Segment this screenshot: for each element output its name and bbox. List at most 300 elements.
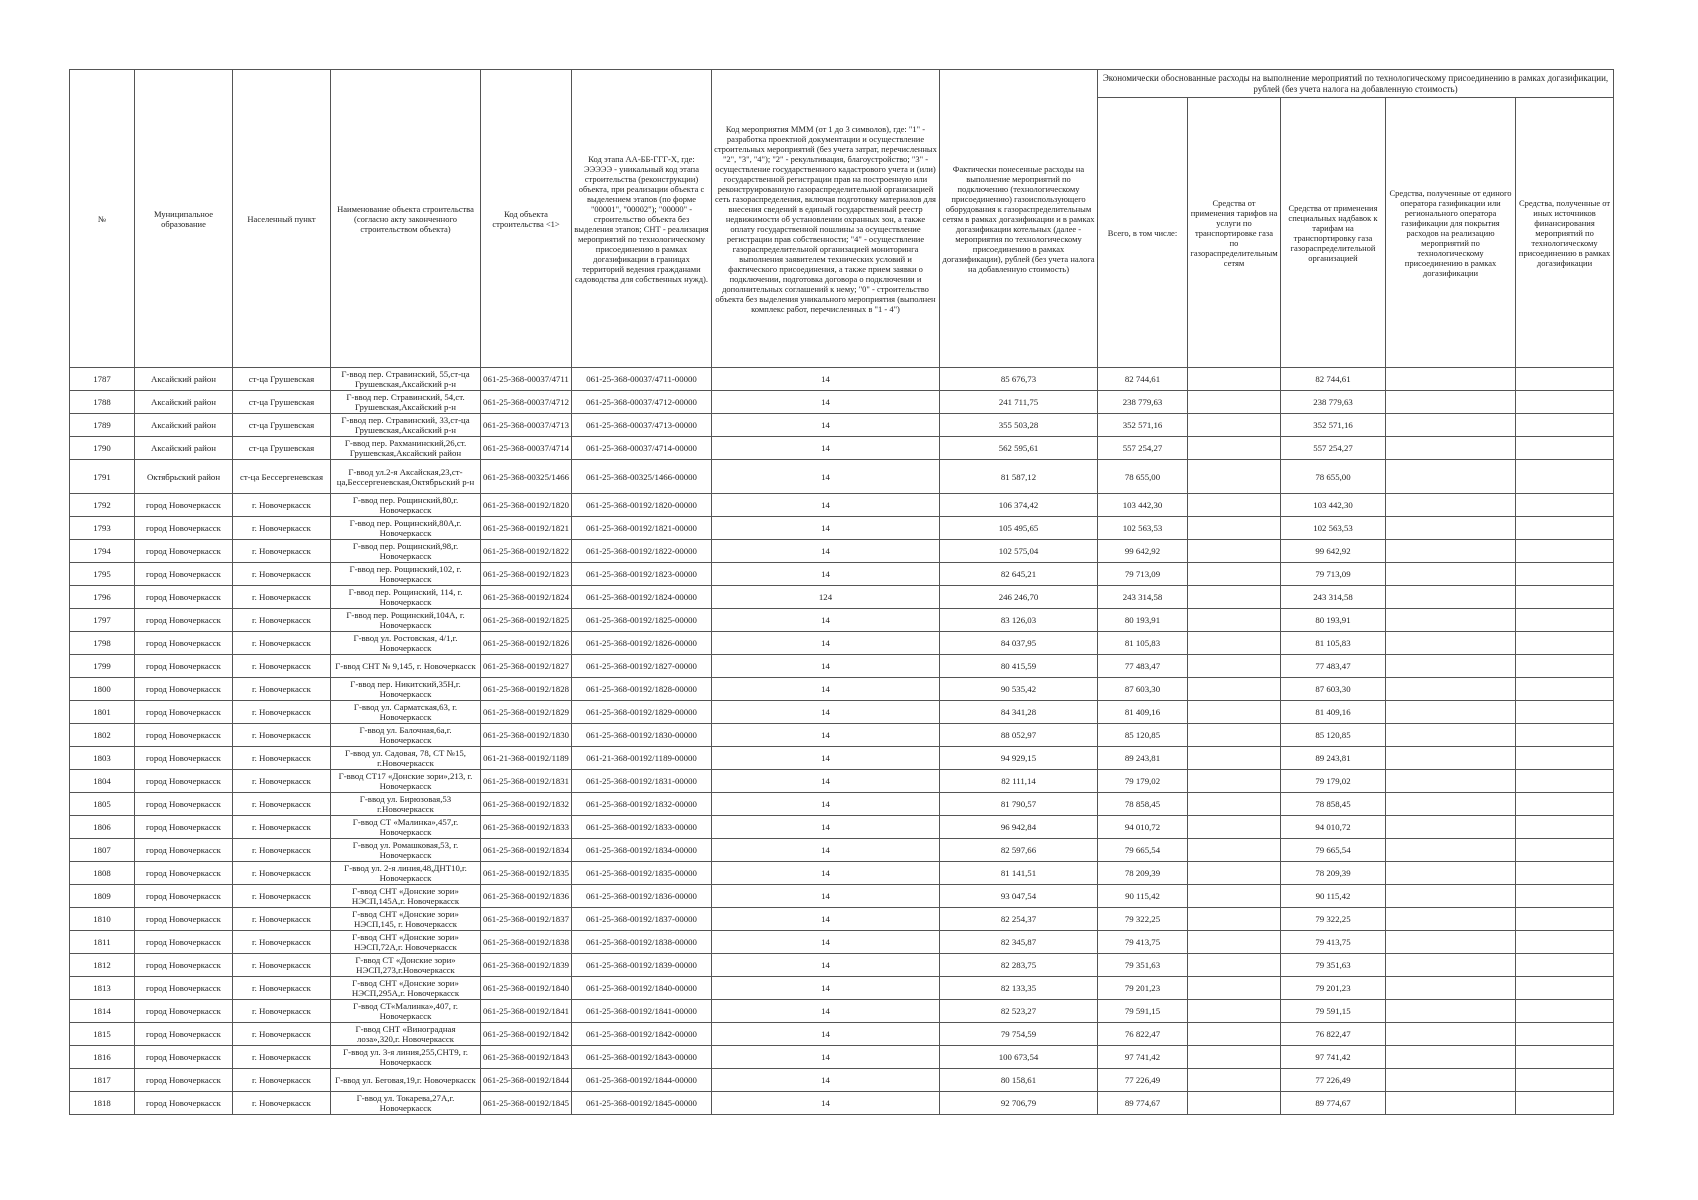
cell-src-other: [1516, 816, 1614, 839]
cell-object-code: 061-25-368-00192/1830: [481, 724, 572, 747]
cell-actual-costs: 93 047,54: [940, 885, 1098, 908]
cell-municipality: город Новочеркасск: [135, 517, 233, 540]
cell-actual-costs: 82 645,21: [940, 563, 1098, 586]
cell-src-transport: [1188, 1023, 1281, 1046]
cell-object-name: Г-ввод СНТ «Донские зори» НЭСП,145, г. Новочеркасск: [331, 908, 481, 931]
cell-src-transport: [1188, 586, 1281, 609]
header-src-operator: Средства, полученные от единого оператора газификации или регионального оператора газификации для покрытия расходов на реализацию мероприятий по технологическому присоединению в рамках догазификации: [1386, 98, 1516, 368]
cell-src-transport: [1188, 540, 1281, 563]
cell-stage-code: 061-21-368-00192/1189-00000: [572, 747, 712, 770]
cell-object-name: Г-ввод пер. Рощинский,80,г. Новочеркасск: [331, 494, 481, 517]
cell-settlement: г. Новочеркасск: [233, 494, 331, 517]
cell-municipality: город Новочеркасск: [135, 1023, 233, 1046]
cell-municipality: Аксайский район: [135, 368, 233, 391]
table-row: [70, 839, 1614, 862]
header-object-name: Наименование объекта строительства (согласно акту законченного строительством объекта): [331, 70, 481, 368]
cell-src-transport: [1188, 908, 1281, 931]
cell-event-code: 14: [712, 931, 940, 954]
cell-no: 1789: [70, 414, 135, 437]
cell-stage-code: 061-25-368-00325/1466-00000: [572, 460, 712, 494]
cell-settlement: ст-ца Грушевская: [233, 414, 331, 437]
cell-src-other: [1516, 1069, 1614, 1092]
cell-settlement: г. Новочеркасск: [233, 1046, 331, 1069]
cell-no: 1818: [70, 1092, 135, 1115]
cell-settlement: г. Новочеркасск: [233, 770, 331, 793]
header-event-code: Код мероприятия МММ (от 1 до 3 символов), где: "1" - разработка проектной документации и осуществление строительных мероприятий (без учета затрат, перечисленных "2", "3", "4"); "2" - рекультивация, благоустройство; "3" - осуществление государственного кадастрового учета и (или) государственной регистрации прав на построенную или реконструированную газораспределительной организацией сеть газораспределения, включая подготовку материалов для внесения сведений в единый государственный реестр недвижимости об установлении охранных зон, а также оплату государственной пошлины за осуществление регистрации прав собственности; "4" - осуществление газораспределительной организацией мониторинга выполнения заявителем технических условий и фактического присоединения, а также прием заявки о подключении, подготовка договора о подключении и дополнительных соглашений к нему; "0" - строительство объекта без выделения уникального мероприятия (выполнен комплекс работ, перечисленных в "1 - 4"): [712, 70, 940, 368]
cell-total: 81 105,83: [1098, 632, 1188, 655]
cell-src-transport: [1188, 563, 1281, 586]
cell-event-code: 14: [712, 632, 940, 655]
cell-no: 1794: [70, 540, 135, 563]
table-row: [70, 586, 1614, 609]
cell-no: 1799: [70, 655, 135, 678]
cell-stage-code: 061-25-368-00192/1837-00000: [572, 908, 712, 931]
table-row: [70, 724, 1614, 747]
cell-src-other: [1516, 517, 1614, 540]
cell-event-code: 14: [712, 1000, 940, 1023]
cell-actual-costs: 92 706,79: [940, 1092, 1098, 1115]
cell-settlement: г. Новочеркасск: [233, 540, 331, 563]
cell-object-code: 061-25-368-00192/1827: [481, 655, 572, 678]
cell-settlement: г. Новочеркасск: [233, 816, 331, 839]
table-row: [70, 391, 1614, 414]
cell-stage-code: 061-25-368-00192/1825-00000: [572, 609, 712, 632]
cell-no: 1814: [70, 1000, 135, 1023]
cell-src-operator: [1386, 391, 1516, 414]
cell-actual-costs: 85 676,73: [940, 368, 1098, 391]
cell-event-code: 124: [712, 586, 940, 609]
cell-src-operator: [1386, 954, 1516, 977]
cell-municipality: город Новочеркасск: [135, 655, 233, 678]
cell-total: 103 442,30: [1098, 494, 1188, 517]
cell-src-other: [1516, 954, 1614, 977]
cell-no: 1798: [70, 632, 135, 655]
cell-src-special: 77 483,47: [1281, 655, 1386, 678]
cell-event-code: 14: [712, 747, 940, 770]
cell-settlement: г. Новочеркасск: [233, 1092, 331, 1115]
cell-object-code: 061-25-368-00192/1838: [481, 931, 572, 954]
cell-src-other: [1516, 908, 1614, 931]
cell-municipality: город Новочеркасск: [135, 839, 233, 862]
cell-total: 79 591,15: [1098, 1000, 1188, 1023]
cell-event-code: 14: [712, 954, 940, 977]
cell-actual-costs: 90 535,42: [940, 678, 1098, 701]
cell-stage-code: 061-25-368-00192/1831-00000: [572, 770, 712, 793]
cell-municipality: город Новочеркасск: [135, 724, 233, 747]
table-row: [70, 1069, 1614, 1092]
cell-total: 90 115,42: [1098, 885, 1188, 908]
cell-municipality: город Новочеркасск: [135, 609, 233, 632]
cell-object-name: Г-ввод пер. Рахманинский,26,ст. Грушевская,Аксайский район: [331, 437, 481, 460]
cell-object-code: 061-25-368-00192/1839: [481, 954, 572, 977]
cell-event-code: 14: [712, 368, 940, 391]
header-src-other: Средства, полученные от иных источников финансирования мероприятий по технологическому присоединению в рамках догазификации: [1516, 98, 1614, 368]
cell-municipality: город Новочеркасск: [135, 770, 233, 793]
cell-settlement: ст-ца Грушевская: [233, 437, 331, 460]
cell-src-operator: [1386, 1092, 1516, 1115]
cell-src-operator: [1386, 1069, 1516, 1092]
cell-src-transport: [1188, 391, 1281, 414]
cell-actual-costs: 82 111,14: [940, 770, 1098, 793]
cell-object-name: Г-ввод пер. Стравинский, 33,ст-ца Грушевская,Аксайский р-н: [331, 414, 481, 437]
table-row: [70, 1023, 1614, 1046]
header-group-title: Экономически обоснованные расходы на выполнение мероприятий по технологическому присоединению в рамках догазификации, рублей (без учета налога на добавленную стоимость): [1098, 70, 1614, 98]
cell-total: 78 209,39: [1098, 862, 1188, 885]
table-row: [70, 701, 1614, 724]
cell-total: 94 010,72: [1098, 816, 1188, 839]
cell-object-code: 061-25-368-00192/1822: [481, 540, 572, 563]
cell-object-name: Г-ввод пер. Рощинский,98,г. Новочеркасск: [331, 540, 481, 563]
table-row: [70, 437, 1614, 460]
cell-src-other: [1516, 632, 1614, 655]
cell-src-operator: [1386, 908, 1516, 931]
cell-src-operator: [1386, 368, 1516, 391]
cell-stage-code: 061-25-368-00192/1823-00000: [572, 563, 712, 586]
cell-stage-code: 061-25-368-00192/1820-00000: [572, 494, 712, 517]
cell-stage-code: 061-25-368-00037/4713-00000: [572, 414, 712, 437]
cell-src-operator: [1386, 931, 1516, 954]
cell-no: 1803: [70, 747, 135, 770]
cell-event-code: 14: [712, 816, 940, 839]
cell-event-code: 14: [712, 540, 940, 563]
cell-total: 78 655,00: [1098, 460, 1188, 494]
cell-object-name: Г-ввод пер. Рощинский,104А, г. Новочеркасск: [331, 609, 481, 632]
cell-actual-costs: 241 711,75: [940, 391, 1098, 414]
cell-settlement: г. Новочеркасск: [233, 563, 331, 586]
cell-src-special: 97 741,42: [1281, 1046, 1386, 1069]
cell-src-operator: [1386, 793, 1516, 816]
cell-src-operator: [1386, 724, 1516, 747]
cell-event-code: 14: [712, 609, 940, 632]
header-total: Всего, в том числе:: [1098, 98, 1188, 368]
cell-object-name: Г-ввод пер. Рощинский, 114, г. Новочеркасск: [331, 586, 481, 609]
cell-src-operator: [1386, 460, 1516, 494]
cell-object-name: Г-ввод ул. Сарматская,63, г. Новочеркасск: [331, 701, 481, 724]
cell-event-code: 14: [712, 460, 940, 494]
cell-settlement: г. Новочеркасск: [233, 609, 331, 632]
cell-total: 78 858,45: [1098, 793, 1188, 816]
cell-total: 79 322,25: [1098, 908, 1188, 931]
cell-event-code: 14: [712, 862, 940, 885]
cell-total: 80 193,91: [1098, 609, 1188, 632]
cell-no: 1810: [70, 908, 135, 931]
cell-src-operator: [1386, 1000, 1516, 1023]
cell-settlement: ст-ца Грушевская: [233, 368, 331, 391]
cell-src-special: 557 254,27: [1281, 437, 1386, 460]
cell-event-code: 14: [712, 517, 940, 540]
cell-src-transport: [1188, 1000, 1281, 1023]
cell-actual-costs: 355 503,28: [940, 414, 1098, 437]
cell-actual-costs: 100 673,54: [940, 1046, 1098, 1069]
cell-event-code: 14: [712, 1069, 940, 1092]
cell-object-name: Г-ввод ул. Садовая, 78, СТ №15, г.Новочеркасск: [331, 747, 481, 770]
cell-src-special: 238 779,63: [1281, 391, 1386, 414]
table-row: [70, 540, 1614, 563]
cell-object-code: 061-25-368-00192/1824: [481, 586, 572, 609]
cell-object-code: 061-25-368-00037/4713: [481, 414, 572, 437]
cell-object-name: Г-ввод ул. Балочная,6а,г. Новочеркасск: [331, 724, 481, 747]
table-row: [70, 770, 1614, 793]
header-stage-code: Код этапа АА-ББ-ГГГ-Х, где: ЭЭЭЭЭ - уникальный код этапа строительства (реконструкции) объекта, при реализации объекта с выделением этапов (по форме "00001", "00002"); "00000" - строительство объекта без выделения этапов; СНТ - реализация мероприятий по технологическому присоединению в рамках догазификации в границах территорий ведения гражданами садоводства для собственных нужд).: [572, 70, 712, 368]
cell-src-operator: [1386, 609, 1516, 632]
cell-src-operator: [1386, 586, 1516, 609]
cell-total: 79 665,54: [1098, 839, 1188, 862]
cell-settlement: г. Новочеркасск: [233, 885, 331, 908]
cell-src-transport: [1188, 632, 1281, 655]
cell-object-name: Г-ввод СТ «Донские зори» НЭСП,273,г.Новочеркасск: [331, 954, 481, 977]
cell-settlement: г. Новочеркасск: [233, 1023, 331, 1046]
header-municipality: Муниципальное образование: [135, 70, 233, 368]
table-row: [70, 632, 1614, 655]
cell-src-operator: [1386, 540, 1516, 563]
cell-total: 76 822,47: [1098, 1023, 1188, 1046]
cell-total: 99 642,92: [1098, 540, 1188, 563]
cell-no: 1804: [70, 770, 135, 793]
cell-src-other: [1516, 839, 1614, 862]
cell-no: 1802: [70, 724, 135, 747]
cell-src-operator: [1386, 885, 1516, 908]
cell-object-name: Г-ввод пер. Рощинский,102, г. Новочеркасск: [331, 563, 481, 586]
cell-actual-costs: 102 575,04: [940, 540, 1098, 563]
cell-src-operator: [1386, 494, 1516, 517]
cell-src-transport: [1188, 368, 1281, 391]
cell-object-name: Г-ввод пер. Никитский,35Н,г. Новочеркасск: [331, 678, 481, 701]
cell-object-name: Г-ввод СНТ «Донские зори» НЭСП,295А,г. Новочеркасск: [331, 977, 481, 1000]
cell-event-code: 14: [712, 839, 940, 862]
cell-src-special: 78 655,00: [1281, 460, 1386, 494]
cell-src-special: 78 209,39: [1281, 862, 1386, 885]
cell-src-transport: [1188, 793, 1281, 816]
cell-total: 79 351,63: [1098, 954, 1188, 977]
cell-actual-costs: 80 415,59: [940, 655, 1098, 678]
cell-no: 1807: [70, 839, 135, 862]
cell-object-name: Г-ввод ул.2-я Аксайская,23,ст-ца,Бессергеневская,Октябрьский р-н: [331, 460, 481, 494]
cell-actual-costs: 81 141,51: [940, 862, 1098, 885]
cell-stage-code: 061-25-368-00192/1835-00000: [572, 862, 712, 885]
cell-no: 1801: [70, 701, 135, 724]
cell-municipality: Аксайский район: [135, 437, 233, 460]
cell-src-other: [1516, 724, 1614, 747]
cell-object-name: Г-ввод пер. Стравинский, 54,ст. Грушевская,Аксайский р-н: [331, 391, 481, 414]
cell-no: 1817: [70, 1069, 135, 1092]
cell-actual-costs: 88 052,97: [940, 724, 1098, 747]
cell-total: 85 120,85: [1098, 724, 1188, 747]
cell-total: 352 571,16: [1098, 414, 1188, 437]
cell-settlement: г. Новочеркасск: [233, 862, 331, 885]
cell-settlement: г. Новочеркасск: [233, 1069, 331, 1092]
cell-municipality: город Новочеркасск: [135, 1069, 233, 1092]
cell-event-code: 14: [712, 885, 940, 908]
cell-src-operator: [1386, 632, 1516, 655]
cell-object-name: Г-ввод СТ«Малинка»,407, г. Новочеркасск: [331, 1000, 481, 1023]
cell-src-transport: [1188, 747, 1281, 770]
cell-src-transport: [1188, 724, 1281, 747]
header-no: №: [70, 70, 135, 368]
cell-settlement: г. Новочеркасск: [233, 632, 331, 655]
cell-src-transport: [1188, 655, 1281, 678]
cell-municipality: город Новочеркасск: [135, 701, 233, 724]
table-row: [70, 954, 1614, 977]
cell-object-code: 061-25-368-00192/1821: [481, 517, 572, 540]
cell-src-other: [1516, 414, 1614, 437]
cell-src-transport: [1188, 517, 1281, 540]
cell-actual-costs: 105 495,65: [940, 517, 1098, 540]
table-row: [70, 517, 1614, 540]
cell-settlement: г. Новочеркасск: [233, 655, 331, 678]
cell-total: 79 413,75: [1098, 931, 1188, 954]
cell-stage-code: 061-25-368-00192/1834-00000: [572, 839, 712, 862]
cell-settlement: г. Новочеркасск: [233, 954, 331, 977]
cell-actual-costs: 79 754,59: [940, 1023, 1098, 1046]
cell-src-special: 102 563,53: [1281, 517, 1386, 540]
cell-src-special: 77 226,49: [1281, 1069, 1386, 1092]
cell-object-name: Г-ввод СНТ «Виноградная лоза»,320,г. Новочеркасск: [331, 1023, 481, 1046]
cell-no: 1792: [70, 494, 135, 517]
cell-object-code: 061-25-368-00192/1840: [481, 977, 572, 1000]
cell-object-name: Г-ввод ул. 2-я линия,48,ДНТ10,г. Новочеркасск: [331, 862, 481, 885]
cell-actual-costs: 80 158,61: [940, 1069, 1098, 1092]
cell-object-code: 061-25-368-00192/1825: [481, 609, 572, 632]
cell-src-transport: [1188, 1092, 1281, 1115]
cell-total: 97 741,42: [1098, 1046, 1188, 1069]
cell-src-transport: [1188, 839, 1281, 862]
cell-src-operator: [1386, 770, 1516, 793]
cell-src-operator: [1386, 977, 1516, 1000]
cell-src-special: 79 713,09: [1281, 563, 1386, 586]
table-row: [70, 563, 1614, 586]
cell-object-name: Г-ввод ул. Бирюзовая,53 г.Новочеркасск: [331, 793, 481, 816]
cell-total: 87 603,30: [1098, 678, 1188, 701]
cell-stage-code: 061-25-368-00192/1828-00000: [572, 678, 712, 701]
cell-event-code: 14: [712, 437, 940, 460]
cell-object-name: Г-ввод пер. Стравинский, 55,ст-ца Грушевская,Аксайский р-н: [331, 368, 481, 391]
cell-actual-costs: 82 133,35: [940, 977, 1098, 1000]
cell-no: 1816: [70, 1046, 135, 1069]
table-row: [70, 931, 1614, 954]
cell-src-other: [1516, 977, 1614, 1000]
cell-src-special: 76 822,47: [1281, 1023, 1386, 1046]
cell-object-code: 061-25-368-00192/1843: [481, 1046, 572, 1069]
cell-src-operator: [1386, 1023, 1516, 1046]
table-row: [70, 460, 1614, 494]
cell-src-other: [1516, 391, 1614, 414]
cell-event-code: 14: [712, 494, 940, 517]
cell-stage-code: 061-25-368-00192/1832-00000: [572, 793, 712, 816]
cell-object-code: 061-25-368-00192/1842: [481, 1023, 572, 1046]
cell-no: 1815: [70, 1023, 135, 1046]
cell-object-code: 061-25-368-00192/1844: [481, 1069, 572, 1092]
cell-src-special: 81 409,16: [1281, 701, 1386, 724]
cell-actual-costs: 82 597,66: [940, 839, 1098, 862]
cell-no: 1812: [70, 954, 135, 977]
cell-src-transport: [1188, 885, 1281, 908]
cell-event-code: 14: [712, 1046, 940, 1069]
cell-src-transport: [1188, 1069, 1281, 1092]
cell-no: 1805: [70, 793, 135, 816]
cell-src-special: 243 314,58: [1281, 586, 1386, 609]
cell-src-transport: [1188, 770, 1281, 793]
cell-stage-code: 061-25-368-00037/4711-00000: [572, 368, 712, 391]
cell-src-other: [1516, 368, 1614, 391]
cell-municipality: город Новочеркасск: [135, 1092, 233, 1115]
cell-src-operator: [1386, 701, 1516, 724]
cell-settlement: г. Новочеркасск: [233, 931, 331, 954]
header-src-special: Средства от применения специальных надбавок к тарифам на транспортировку газа газораспределительной организацией: [1281, 98, 1386, 368]
cell-src-other: [1516, 655, 1614, 678]
cell-municipality: город Новочеркасск: [135, 908, 233, 931]
header-actual-costs: Фактически понесенные расходы на выполнение мероприятий по подключению (технологическому присоединению) газоиспользующего оборудования к газораспределительным сетям в рамках догазификации и в рамках догазификации котельных (далее - мероприятия по технологическому присоединению в рамках догазификации), рублей (без учета налога на добавленную стоимость): [940, 70, 1098, 368]
cell-total: 89 243,81: [1098, 747, 1188, 770]
cell-no: 1797: [70, 609, 135, 632]
cell-total: 243 314,58: [1098, 586, 1188, 609]
cell-src-special: 79 413,75: [1281, 931, 1386, 954]
cell-src-special: 79 591,15: [1281, 1000, 1386, 1023]
cell-stage-code: 061-25-368-00192/1830-00000: [572, 724, 712, 747]
cell-no: 1796: [70, 586, 135, 609]
table-row: [70, 885, 1614, 908]
cell-src-other: [1516, 747, 1614, 770]
cell-src-special: 89 774,67: [1281, 1092, 1386, 1115]
cell-src-operator: [1386, 862, 1516, 885]
table-header: [70, 70, 1614, 368]
cell-total: 238 779,63: [1098, 391, 1188, 414]
cell-src-transport: [1188, 954, 1281, 977]
cell-object-name: Г-ввод ул. Ромашковая,53, г. Новочеркасск: [331, 839, 481, 862]
cell-municipality: город Новочеркасск: [135, 885, 233, 908]
cell-object-code: 061-25-368-00037/4714: [481, 437, 572, 460]
cell-stage-code: 061-25-368-00192/1836-00000: [572, 885, 712, 908]
cell-actual-costs: 84 037,95: [940, 632, 1098, 655]
cell-object-code: 061-25-368-00192/1831: [481, 770, 572, 793]
cell-municipality: город Новочеркасск: [135, 1046, 233, 1069]
cell-object-code: 061-25-368-00192/1820: [481, 494, 572, 517]
cell-event-code: 14: [712, 977, 940, 1000]
cell-no: 1795: [70, 563, 135, 586]
cell-stage-code: 061-25-368-00192/1844-00000: [572, 1069, 712, 1092]
cell-stage-code: 061-25-368-00192/1845-00000: [572, 1092, 712, 1115]
cell-src-operator: [1386, 437, 1516, 460]
cell-municipality: город Новочеркасск: [135, 816, 233, 839]
table-row: [70, 747, 1614, 770]
cell-src-other: [1516, 609, 1614, 632]
cell-stage-code: 061-25-368-00192/1824-00000: [572, 586, 712, 609]
table-row: [70, 1092, 1614, 1115]
cell-object-name: Г-ввод ул. Беговая,19,г. Новочеркасск: [331, 1069, 481, 1092]
cell-municipality: город Новочеркасск: [135, 540, 233, 563]
cell-stage-code: 061-25-368-00037/4714-00000: [572, 437, 712, 460]
data-table: [69, 69, 1614, 1115]
cell-object-code: 061-25-368-00192/1826: [481, 632, 572, 655]
cell-stage-code: 061-25-368-00192/1841-00000: [572, 1000, 712, 1023]
table-row: [70, 494, 1614, 517]
header-object-code: Код объекта строительства <1>: [481, 70, 572, 368]
cell-object-name: Г-ввод СТ17 «Донские зори»,213, г. Новочеркасск: [331, 770, 481, 793]
cell-src-transport: [1188, 701, 1281, 724]
cell-event-code: 14: [712, 793, 940, 816]
cell-stage-code: 061-25-368-00192/1838-00000: [572, 931, 712, 954]
cell-src-transport: [1188, 931, 1281, 954]
cell-stage-code: 061-25-368-00192/1840-00000: [572, 977, 712, 1000]
cell-actual-costs: 81 587,12: [940, 460, 1098, 494]
cell-municipality: город Новочеркасск: [135, 793, 233, 816]
table-row: [70, 368, 1614, 391]
cell-src-operator: [1386, 816, 1516, 839]
cell-src-other: [1516, 862, 1614, 885]
cell-settlement: г. Новочеркасск: [233, 724, 331, 747]
cell-src-operator: [1386, 655, 1516, 678]
cell-actual-costs: 82 254,37: [940, 908, 1098, 931]
cell-stage-code: 061-25-368-00192/1821-00000: [572, 517, 712, 540]
